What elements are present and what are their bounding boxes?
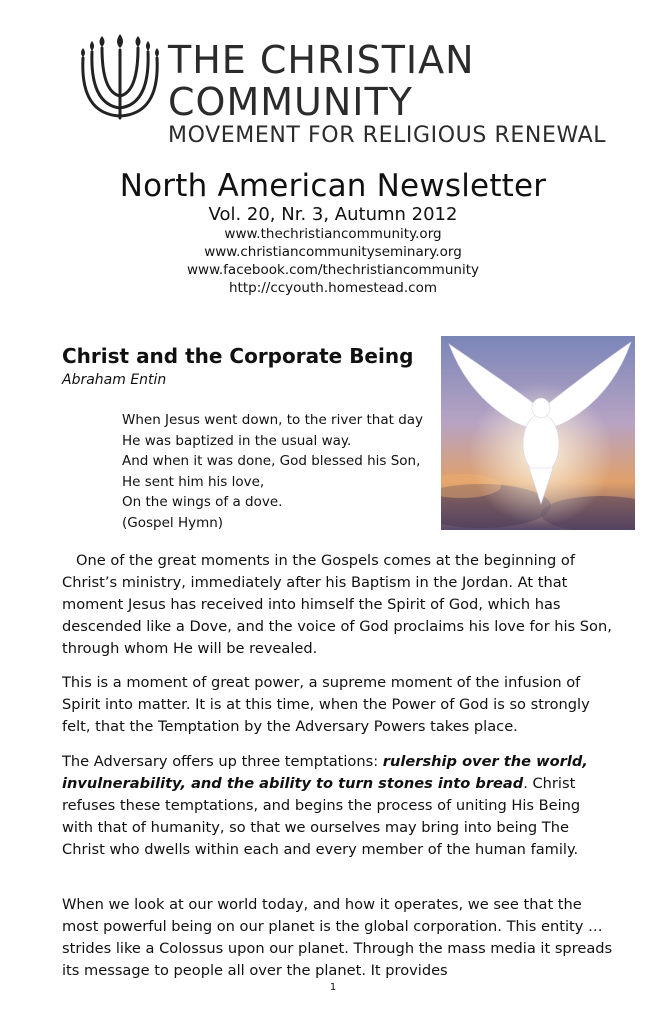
page-number: 1 xyxy=(329,982,337,993)
article-title: Christ and the Corporate Being xyxy=(62,344,414,368)
article-author: Abraham Entin xyxy=(62,372,167,388)
hymn-verse xyxy=(122,410,423,533)
body-paragraph: This is a moment of great power, a supreme moment of the infusion of Spirit into matter. It is at this time, when the Power of God is so strongly felt, that the Temptation by the Adversary Powers takes place. xyxy=(62,674,590,735)
newsletter-title: North American Newsletter xyxy=(119,168,547,204)
hymn-line: He was baptized in the usual way. xyxy=(122,432,352,449)
url-link[interactable]: http://ccyouth.homestead.com xyxy=(228,280,438,296)
dove-photo xyxy=(441,336,635,530)
paragraph-rest: . Christ refuses these temptations, and begins the process of uniting His Being with that of humanity, so that we ourselves may bring into being The Christ who dwells within each and every member of the human family. xyxy=(62,775,581,858)
emphasized-temptations: rulership over the world, invulnerability, and the ability to turn stones into bread xyxy=(62,753,588,792)
hymn-line: On the wings of a dove. xyxy=(122,494,283,510)
url-link[interactable]: www.christiancommunityseminary.org xyxy=(204,244,462,260)
seven-flame-candelabra-icon xyxy=(80,30,160,122)
hymn-line: He sent him his love, xyxy=(122,473,265,490)
hymn-attribution: (Gospel Hymn) xyxy=(122,514,224,531)
hymn-line: And when it was done, God blessed his Son, xyxy=(122,453,421,469)
body-paragraph: When we look at our world today, and how it operates, we see that the most powerful being on our planet is the global corporation. This entity … strides like a Colossus upon our planet. Through the mass media it spreads its message to people all over the planet. It provides xyxy=(62,896,613,979)
body-paragraph xyxy=(62,751,614,861)
logo-text-line-1: THE CHRISTIAN xyxy=(168,38,475,82)
url-link[interactable]: www.facebook.com/thechristiancommunity xyxy=(187,262,479,278)
logo-text-line-2: COMMUNITY xyxy=(168,80,413,124)
url-link[interactable]: www.thechristiancommunity.org xyxy=(224,226,442,242)
hymn-line: When Jesus went down, to the river that day xyxy=(122,412,424,428)
issue-volume: Vol. 20, Nr. 3, Autumn 2012 xyxy=(208,204,458,225)
paragraph-lead: The Adversary offers up three temptations: xyxy=(62,753,383,770)
logo-tagline: MOVEMENT FOR RELIGIOUS RENEWAL xyxy=(168,123,607,148)
body-paragraph: One of the great moments in the Gospels comes at the beginning of Christ’s ministry, immediately after his Baptism in the Jordan. At that moment Jesus has received into himself the Spirit of God, which has descended like a Dove, and the voice of God proclaims his love for his Son, through whom He will be revealed. xyxy=(62,552,612,657)
